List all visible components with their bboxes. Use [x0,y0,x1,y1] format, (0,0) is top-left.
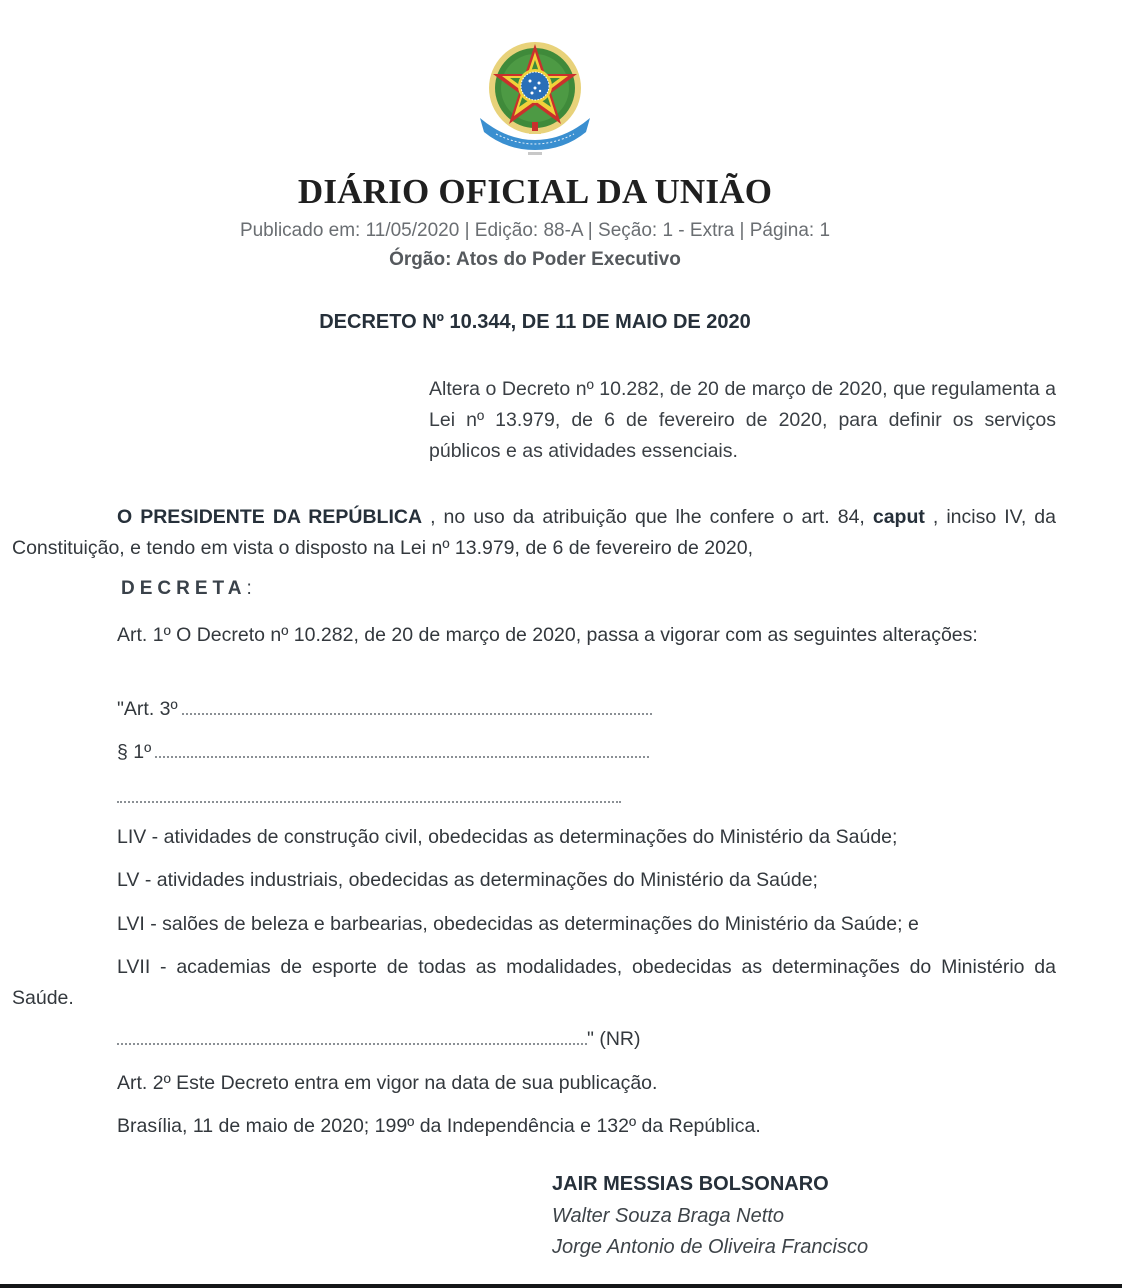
list-item: LIV - atividades de construção civil, obedecidas as determinações do Ministério da Saúde; [117,826,898,848]
omission-line [117,782,621,813]
nr-label: " (NR) [587,1028,641,1050]
preamble-caput: caput [872,506,925,528]
preamble-text-2: , inciso IV, da Constituição, e tendo em vista o disposto na Lei nº 13.979, de 6 de fevereiro de 2020, [12,506,1056,559]
decreta-colon: : [246,578,252,599]
list-item: LVI - salões de beleza e barbearias, obedecidas as determinações do Ministério da Saúde; e [117,913,919,935]
preamble-subject: O PRESIDENTE DA REPÚBLICA [117,506,423,528]
paragraph-1-placeholder [117,737,649,768]
president-signature: JAIR MESSIAS BOLSONARO [552,1173,829,1195]
omission-dots [155,754,649,758]
bottom-border [0,1284,1122,1288]
omission-dots [117,799,621,803]
article-2: Art. 2º Este Decreto entra em vigor na data de sua publicação. [117,1072,658,1094]
decree-title: DECRETO Nº 10.344, DE 11 DE MAIO DE 2020 [319,311,751,333]
list-item: LV - atividades industriais, obedecidas as determinações do Ministério da Saúde; [117,869,818,891]
place-and-date: Brasília, 11 de maio de 2020; 199º da Independência e 132º da República. [117,1115,761,1137]
omission-dots [117,1041,587,1045]
minister-signature: Walter Souza Braga Netto [552,1205,784,1227]
decreta-label: DECRETA [121,578,247,599]
preamble-text-1: , no uso da atribuição que lhe confere o art. 84, [422,506,873,528]
publication-info: Publicado em: 11/05/2020 | Edição: 88-A | Seção: 1 - Extra | Página: 1 [239,220,831,241]
minister-signature: Jorge Antonio de Oliveira Francisco [552,1236,869,1258]
paragraph-1-label: § 1º [117,741,152,763]
omission-dots [182,711,652,715]
article-3-placeholder [117,694,652,725]
issuing-body: Órgão: Atos do Poder Executivo [389,249,681,270]
article-1: Art. 1º O Decreto nº 10.282, de 20 de março de 2020, passa a vigorar com as seguintes alterações: [117,624,978,646]
brazil-coat-of-arms-icon [476,36,594,160]
list-item: LVII - academias de esporte de todas as modalidades, obedecidas as determinações do Ministério da Saúde. [12,956,1056,1009]
decreta-heading [121,578,252,600]
preamble-paragraph [12,502,1056,564]
gazette-title: DIÁRIO OFICIAL DA UNIÃO [297,172,773,211]
nr-placeholder [117,1024,641,1055]
article-3-label: "Art. 3º [117,698,178,720]
decree-summary: Altera o Decreto nº 10.282, de 20 de março de 2020, que regulamenta a Lei nº 13.979, de 6 de fevereiro de 2020, para definir os serviços públicos e as atividades essenciais. [429,378,1056,462]
